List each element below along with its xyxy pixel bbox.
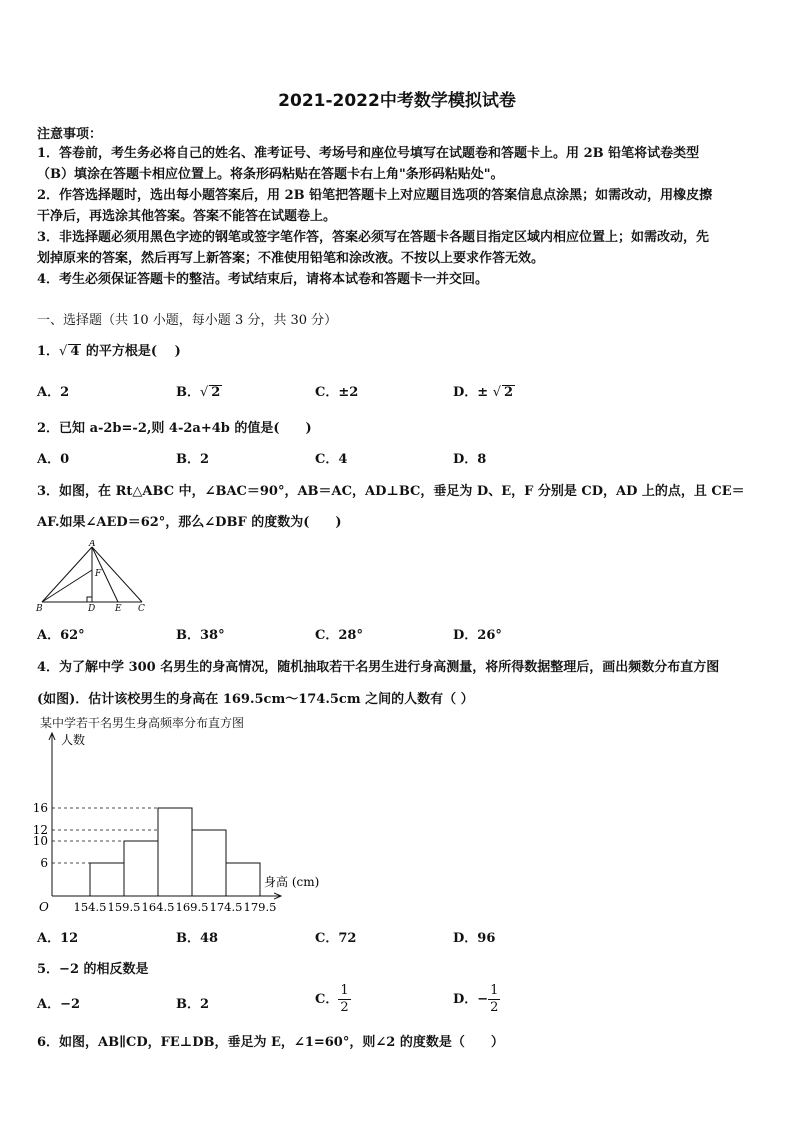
histogram-bar [192, 830, 226, 896]
q1-option-b[interactable]: B．√ 2 [176, 385, 221, 400]
question-5: 5．−2 的相反数是 [37, 962, 149, 977]
notice-line-7: 4．考生必须保证答题卡的整洁。考试结束后，请将本试卷和答题卡一并交回。 [37, 272, 489, 287]
section-heading: 一、选择题（共 10 小题，每小题 3 分，共 30 分） [37, 313, 338, 328]
question-3-line-2: AF.如果∠AED＝62°，那么∠DBF 的度数为( ) [37, 515, 342, 530]
question-1: 1．√ 4 的平方根是( ) [37, 344, 181, 359]
label-f: F [95, 569, 102, 579]
q1-suffix: 的平方根是( ) [81, 344, 181, 359]
q5-option-d[interactable] [453, 983, 500, 1016]
x-tick-label: 154.5 [73, 900, 107, 914]
q2-option-c[interactable]: C．4 [315, 452, 348, 467]
q5-option-c-numerator: 1 [340, 983, 349, 998]
q1-option-b-radicand: 2 [211, 385, 221, 400]
histogram-bar [124, 841, 158, 896]
x-tick-label: 179.5 [243, 900, 277, 914]
q1-option-d-prefix: D．± [453, 385, 493, 400]
question-2: 2．已知 a-2b=-2,则 4-2a+4b 的值是( ) [37, 421, 312, 436]
y-tick-label: 10 [32, 834, 48, 848]
q3-option-d[interactable]: D．26° [453, 628, 502, 643]
q1-option-d-radicand: 2 [504, 385, 514, 400]
question-4-line-1: 4．为了解中学 300 名男生的身高情况，随机抽取若干名男生进行身高测量，将所得数据整理后，画出频数分布直方图 [37, 660, 720, 675]
y-tick-label: 6 [40, 856, 48, 870]
q4-option-c[interactable]: C．72 [315, 931, 357, 946]
q5-option-c-fraction [338, 983, 350, 1016]
q2-option-b[interactable]: B．2 [176, 452, 210, 467]
histogram-bar [158, 808, 192, 896]
notice-line-4: 干净后，再选涂其他答案。答案不能答在试题卷上。 [37, 209, 337, 224]
q5-option-d-denominator: 2 [490, 1000, 499, 1015]
notice-line-1: 1．答卷前，考生务必将自己的姓名、准考证号、考场号和座位号填写在试题卷和答题卡上。用 2B 铅笔将试卷类型 [37, 146, 700, 161]
label-a: A [89, 540, 96, 549]
q5-option-d-numerator: 1 [490, 983, 499, 998]
question-6: 6．如图，AB∥CD，FE⊥DB，垂足为 E，∠1=60°，则∠2 的度数是（ ） [37, 1035, 504, 1050]
q1-prefix: 1． [37, 344, 60, 359]
q2-option-d[interactable]: D．8 [453, 452, 487, 467]
histogram-title: 某中学若干名男生身高频率分布直方图 [40, 716, 245, 730]
y-tick-label: 12 [32, 823, 48, 837]
q5-option-c[interactable] [315, 983, 351, 1016]
q5-option-d-fraction [488, 983, 500, 1016]
y-tick-label: 16 [32, 801, 48, 815]
histogram-bar [226, 863, 260, 896]
q3-option-b[interactable]: B．38° [176, 628, 225, 643]
x-tick-label: 174.5 [209, 900, 243, 914]
label-e: E [115, 604, 122, 614]
histogram-chart [30, 728, 330, 920]
question-3-line-1: 3．如图，在 Rt△ABC 中，∠BAC＝90°，AB＝AC，AD⊥BC，垂足为 D、E，F 分别是 CD，AD 上的点，且 CE＝ [37, 484, 745, 499]
notice-line-3: 2．作答选择题时，选出每小题答案后，用 2B 铅笔把答题卡上对应题目选项的答案信息点涂黑；如需改动，用橡皮擦 [37, 188, 713, 203]
q2-option-a[interactable]: A．0 [37, 452, 70, 467]
q1-option-b-prefix: B． [176, 385, 200, 400]
label-b: B [36, 604, 43, 614]
label-d: D [88, 604, 96, 614]
q4-option-b[interactable]: B．48 [176, 931, 219, 946]
q5-option-c-prefix: C． [315, 992, 339, 1007]
notice-line-2: （B）填涂在答题卡相应位置上。将条形码粘贴在答题卡右上角"条形码粘贴处"。 [37, 167, 504, 182]
page-title: 2021-2022中考数学模拟试卷 [278, 91, 516, 111]
label-c: C [138, 604, 145, 614]
q3-option-a[interactable]: A．62° [37, 628, 85, 643]
q1-option-d[interactable]: D．± √ 2 [453, 385, 514, 400]
notice-line-6: 划掉原来的答案，然后再写上新答案；不准使用铅笔和涂改液。不按以上要求作答无效。 [37, 251, 545, 266]
x-tick-label: 164.5 [141, 900, 175, 914]
origin-label: O [39, 900, 49, 914]
notice-heading: 注意事项： [37, 127, 103, 142]
q5-option-d-prefix: D．− [453, 992, 489, 1007]
x-axis-label: 身高 (cm) [264, 875, 320, 889]
q5-option-b[interactable]: B．2 [176, 997, 210, 1012]
q1-radicand: 4 [70, 344, 80, 359]
question-4-line-2: (如图)．估计该校男生的身高在 169.5cm～174.5cm 之间的人数有（ ） [37, 692, 474, 707]
right-angle-mark [87, 597, 92, 602]
q4-option-a[interactable]: A．12 [37, 931, 79, 946]
q4-option-d[interactable]: D．96 [453, 931, 496, 946]
x-tick-label: 169.5 [175, 900, 209, 914]
q1-option-a[interactable]: A．2 [37, 385, 70, 400]
notice-line-5: 3．非选择题必须用黑色字迹的钢笔或签字笔作答，答案必须写在答题卡各题目指定区域内相应位置上；如需改动，先 [37, 230, 710, 245]
histogram-bar [90, 863, 124, 896]
q1-option-c[interactable]: C．±2 [315, 385, 359, 400]
y-axis-label: 人数 [61, 733, 86, 747]
q5-option-a[interactable]: A．−2 [37, 997, 81, 1012]
q5-option-c-denominator: 2 [340, 1000, 349, 1015]
x-tick-label: 159.5 [107, 900, 141, 914]
triangle-figure [34, 540, 159, 614]
q3-option-c[interactable]: C．28° [315, 628, 363, 643]
